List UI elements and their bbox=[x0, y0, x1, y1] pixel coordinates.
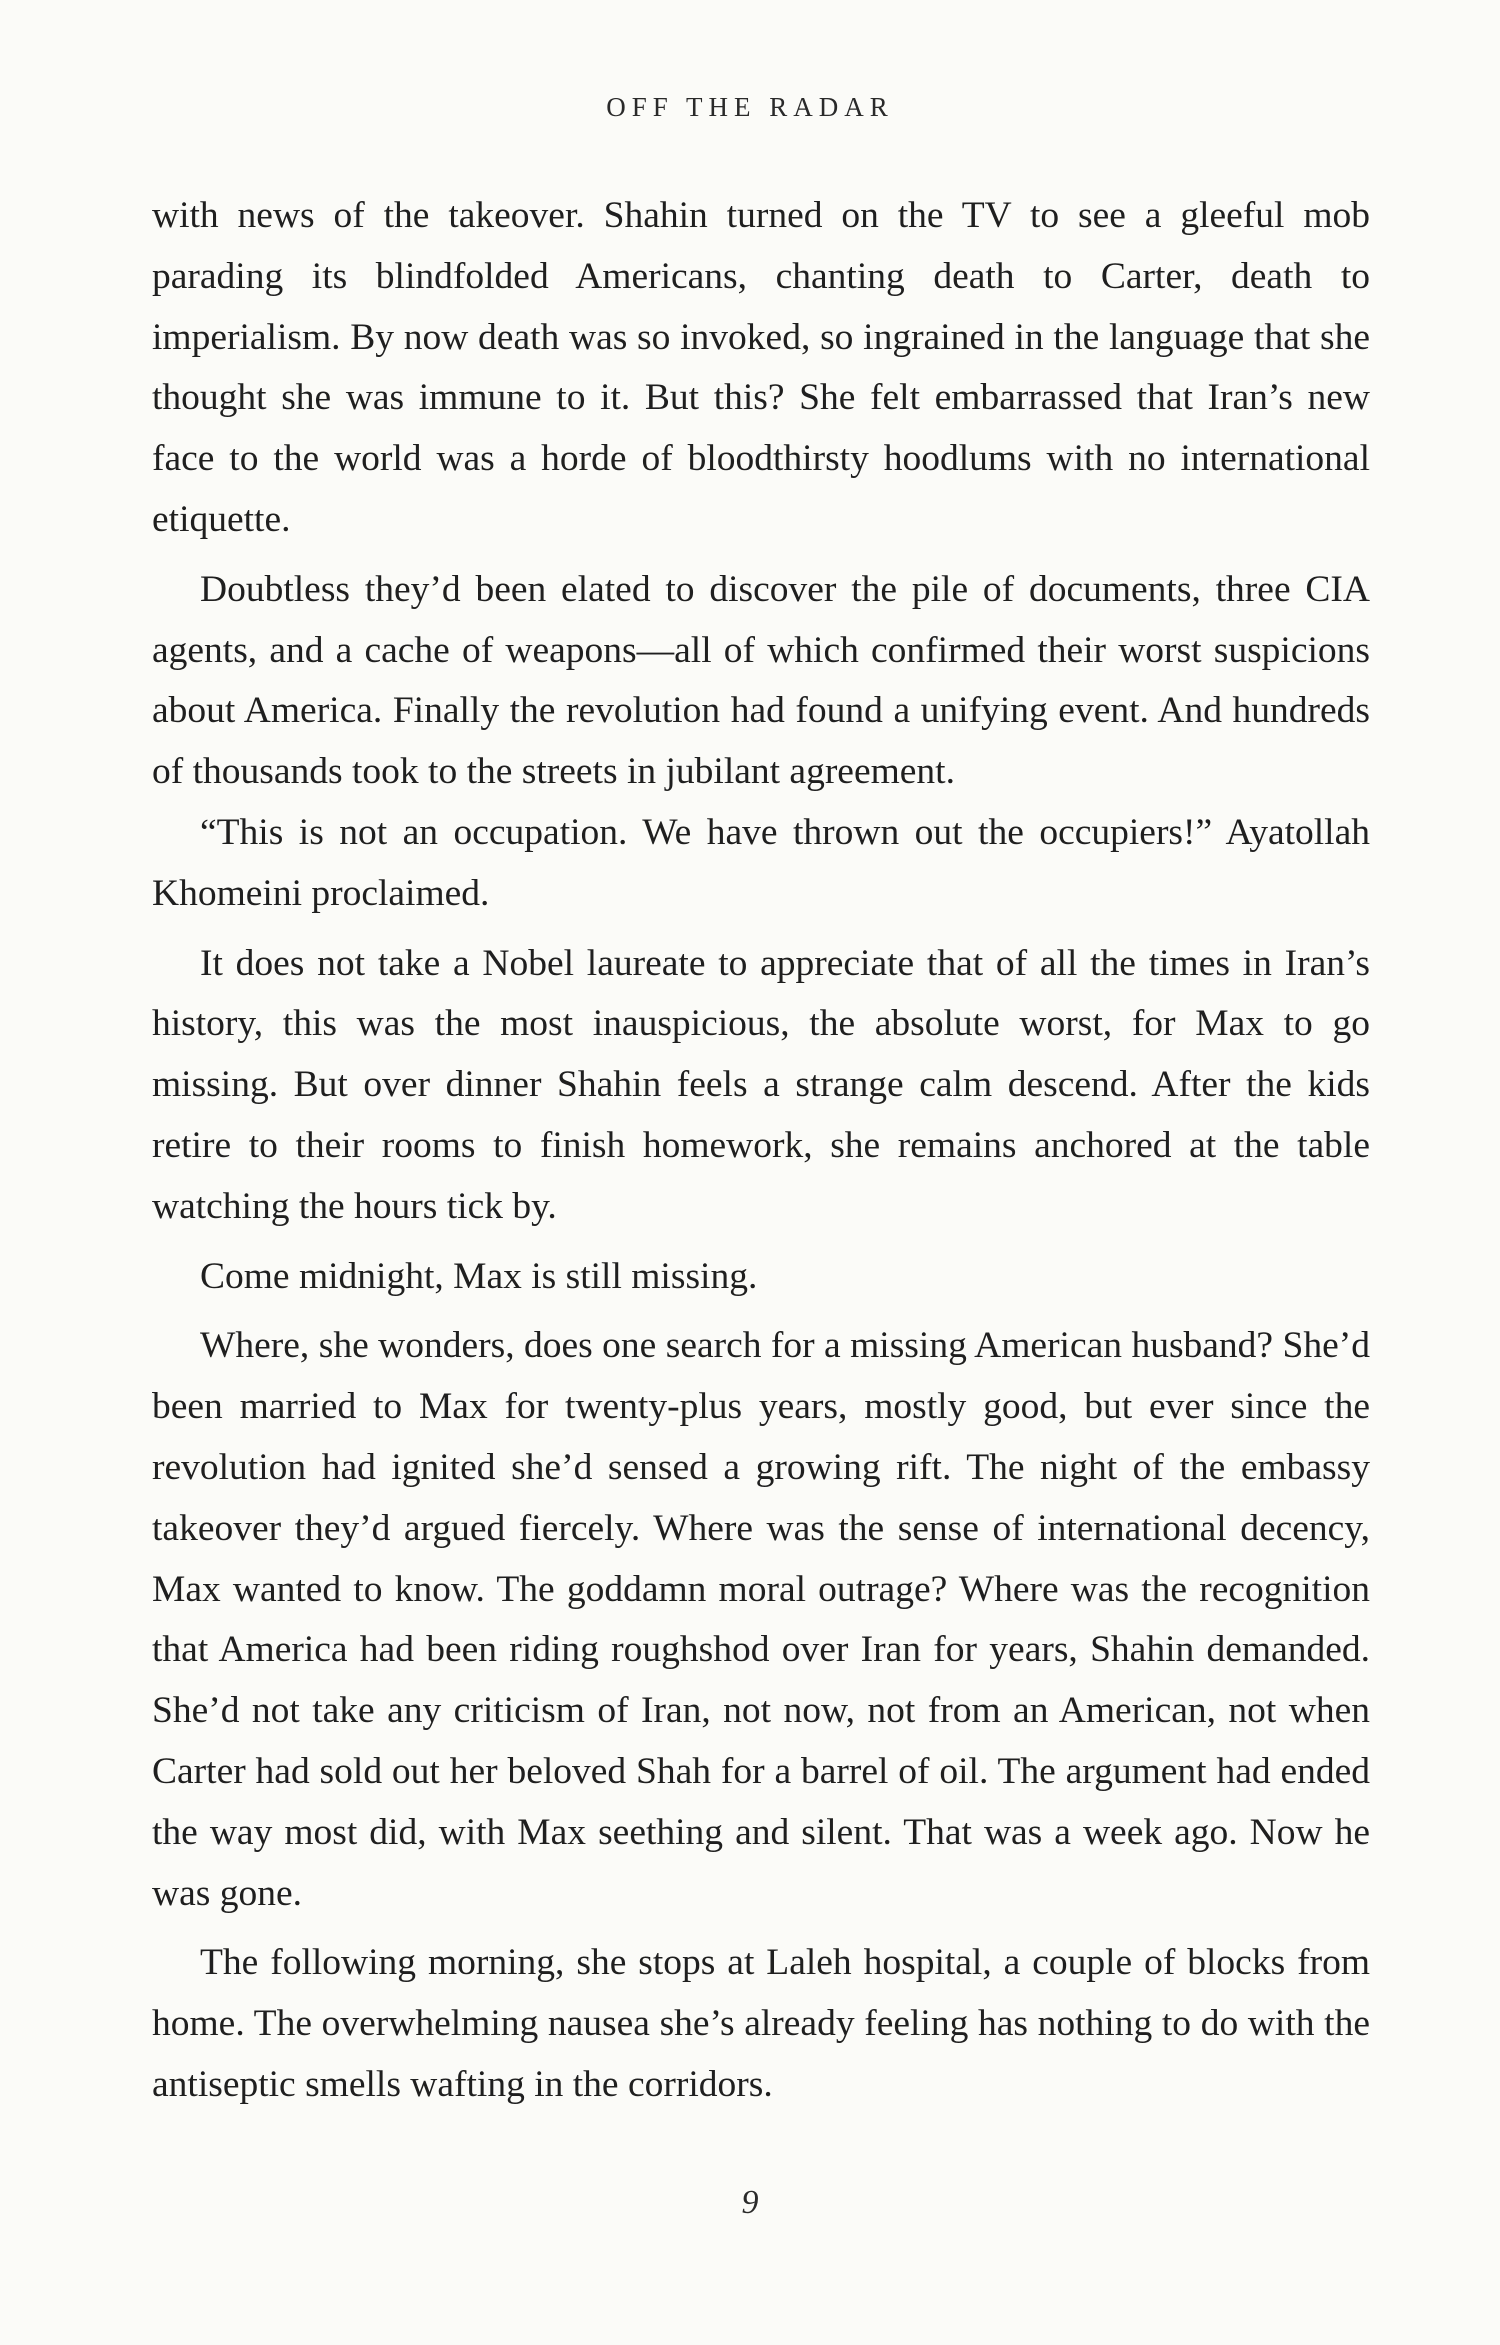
paragraph-following-morning: The following morning, she stops at Laleh hospital, a couple of blocks from home. The overwhelming nausea she’s already feeling has nothing to do with the antiseptic smells wafting in the corridors. bbox=[152, 1942, 1370, 2105]
paragraph-continuation: with news of the takeover. Shahin turned on the TV to see a gleeful mob parading its blindfolded Americans, chanting death to Carter, death to imperialism. By now death was so invoked, so ingrained in the language that she thought she was immune to it. But this? She felt embarrassed that Iran’s new face to the world was a horde of bloodthirsty hoodlums with no international etiquette. bbox=[152, 195, 1370, 540]
running-head: OFF THE RADAR bbox=[606, 92, 894, 122]
paragraph-where-she-wonders: Where, she wonders, does one search for a missing American husband? She’d been married to Max for twenty-plus years, mostly good, but ever since the revolution had ignited she’d sensed a growing rift. The night of the embassy takeover they’d argued fiercely. Where was the sense of international decency, Max wanted to know. The goddamn moral outrage? Where was the recognition that America had been riding roughshod over Iran for years, Shahin demanded. She’d not take any criticism of Iran, not now, not from an American, not when Carter had sold out her beloved Shah for a barrel of oil. The argument had ended the way most did, with Max seething and silent. That was a week ago. Now he was gone. bbox=[152, 1325, 1370, 1914]
paragraph-khomeini-quote: “This is not an occupation. We have thrown out the occupiers!” Ayatollah Khomeini proclaimed. bbox=[152, 811, 1370, 914]
page-number: 9 bbox=[741, 2184, 759, 2221]
paragraph-doubtless: Doubtless they’d been elated to discover the pile of documents, three CIA agents, and a cache of weapons—all of which confirmed their worst suspicions about America. Finally the revolution had found a unifying event. And hundreds of thousands took to the streets in jubilant agreement. bbox=[152, 568, 1370, 793]
paragraph-come-midnight: Come midnight, Max is still missing. bbox=[200, 1255, 758, 1297]
body-text bbox=[152, 186, 1370, 2116]
paragraph-nobel-laureate: It does not take a Nobel laureate to appreciate that of all the times in Iran’s history, this was the most inauspicious, the absolute worst, for Max to go missing. But over dinner Shahin feels a strange calm descend. After the kids retire to their rooms to finish homework, she remains anchored at the table watching the hours tick by. bbox=[152, 942, 1370, 1227]
